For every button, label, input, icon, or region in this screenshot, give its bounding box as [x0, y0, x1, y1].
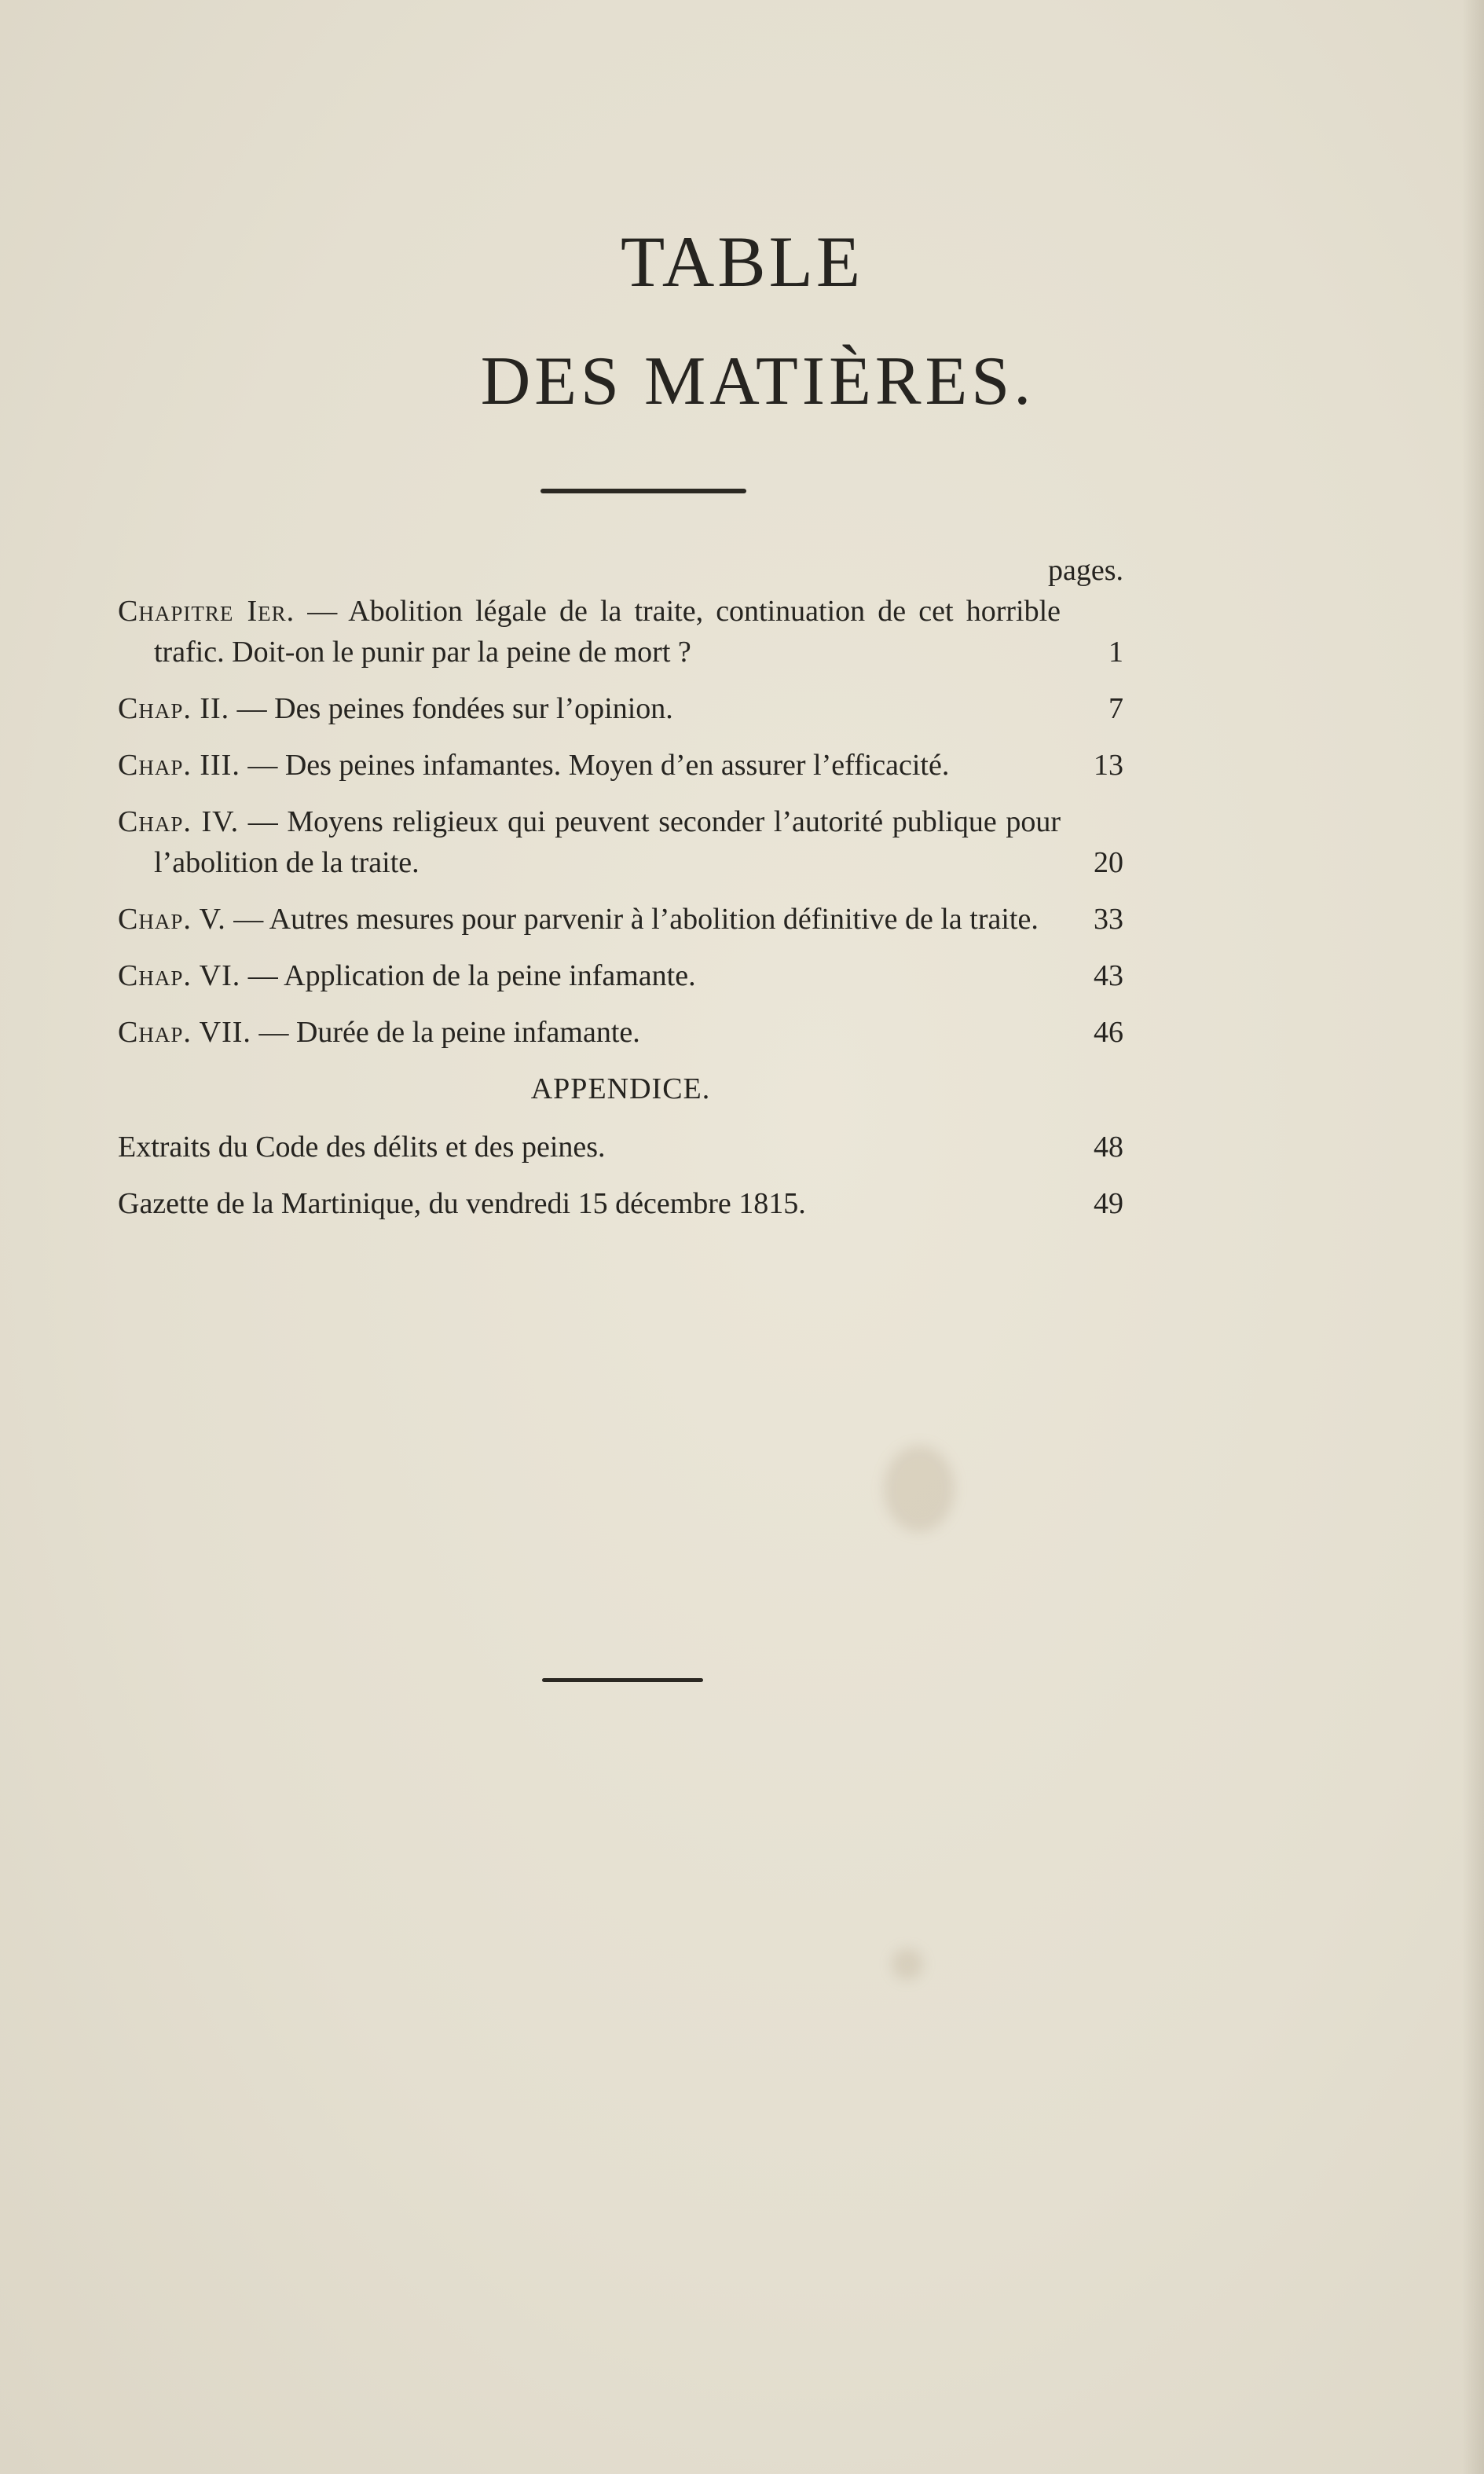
toc-entry: [118, 955, 1123, 996]
page-number: 13: [1094, 749, 1123, 782]
chapter-label: Chap. II.: [118, 692, 230, 725]
appendix-entry: [118, 1183, 1123, 1224]
table-of-contents: [118, 550, 1123, 1240]
pages-column-label: pages.: [1047, 554, 1123, 587]
page-number: 46: [1094, 1016, 1123, 1049]
toc-entry: [118, 591, 1123, 673]
toc-entry: [118, 801, 1123, 883]
chapter-label: Chap. III.: [118, 749, 240, 782]
appendix-title: Extraits du Code des délits et des peines.: [118, 1131, 606, 1164]
chapter-title: — Des peines infamantes. Moyen d’en assurer l’efficacité.: [240, 749, 950, 782]
chapter-title: — Abolition légale de la traite, continuation de cet horrible trafic. Doit-on le punir par la peine de mort ?: [154, 595, 1061, 669]
chapter-title: — Durée de la peine infamante.: [251, 1016, 640, 1049]
page-number: 49: [1094, 1187, 1123, 1220]
bottom-divider: [542, 1678, 703, 1682]
title-line-2: DES MATIÈRES.: [480, 343, 1035, 420]
page-number: 20: [1094, 846, 1123, 879]
toc-entry: [118, 899, 1123, 940]
chapter-label: Chap. V.: [118, 903, 226, 936]
appendix-title: Gazette de la Martinique, du vendredi 15 décembre 1815.: [118, 1187, 806, 1220]
chapter-label: Chap. VI.: [118, 959, 241, 992]
chapter-title: — Moyens religieux qui peuvent seconder l’autorité publique pour l’abolition de la traite.: [154, 805, 1061, 879]
top-divider: [540, 489, 746, 493]
page-number: 43: [1094, 959, 1123, 992]
toc-entry: [118, 1012, 1123, 1053]
chapter-title: — Application de la peine infamante.: [240, 959, 696, 992]
page-number: 1: [1108, 636, 1123, 669]
appendix-entry: [118, 1127, 1123, 1167]
chapter-title: — Autres mesures pour parvenir à l’abolition définitive de la traite.: [225, 903, 1039, 936]
toc-entry: [118, 688, 1123, 729]
page-number: 33: [1094, 903, 1123, 936]
page-number: 48: [1094, 1131, 1123, 1164]
toc-entry: [118, 745, 1123, 786]
chapter-label: Chap. VII.: [118, 1016, 251, 1049]
page-number: 7: [1108, 692, 1123, 725]
appendix-heading: APPENDICE.: [530, 1072, 711, 1105]
chapter-label: Chap. IV.: [118, 805, 240, 838]
chapter-label: Chapitre Ier.: [118, 595, 295, 628]
paper-stain: [884, 1446, 955, 1532]
chapter-title: — Des peines fondées sur l’opinion.: [229, 692, 673, 725]
paper-stain: [892, 1948, 923, 1980]
title-line-1: TABLE: [620, 222, 864, 302]
